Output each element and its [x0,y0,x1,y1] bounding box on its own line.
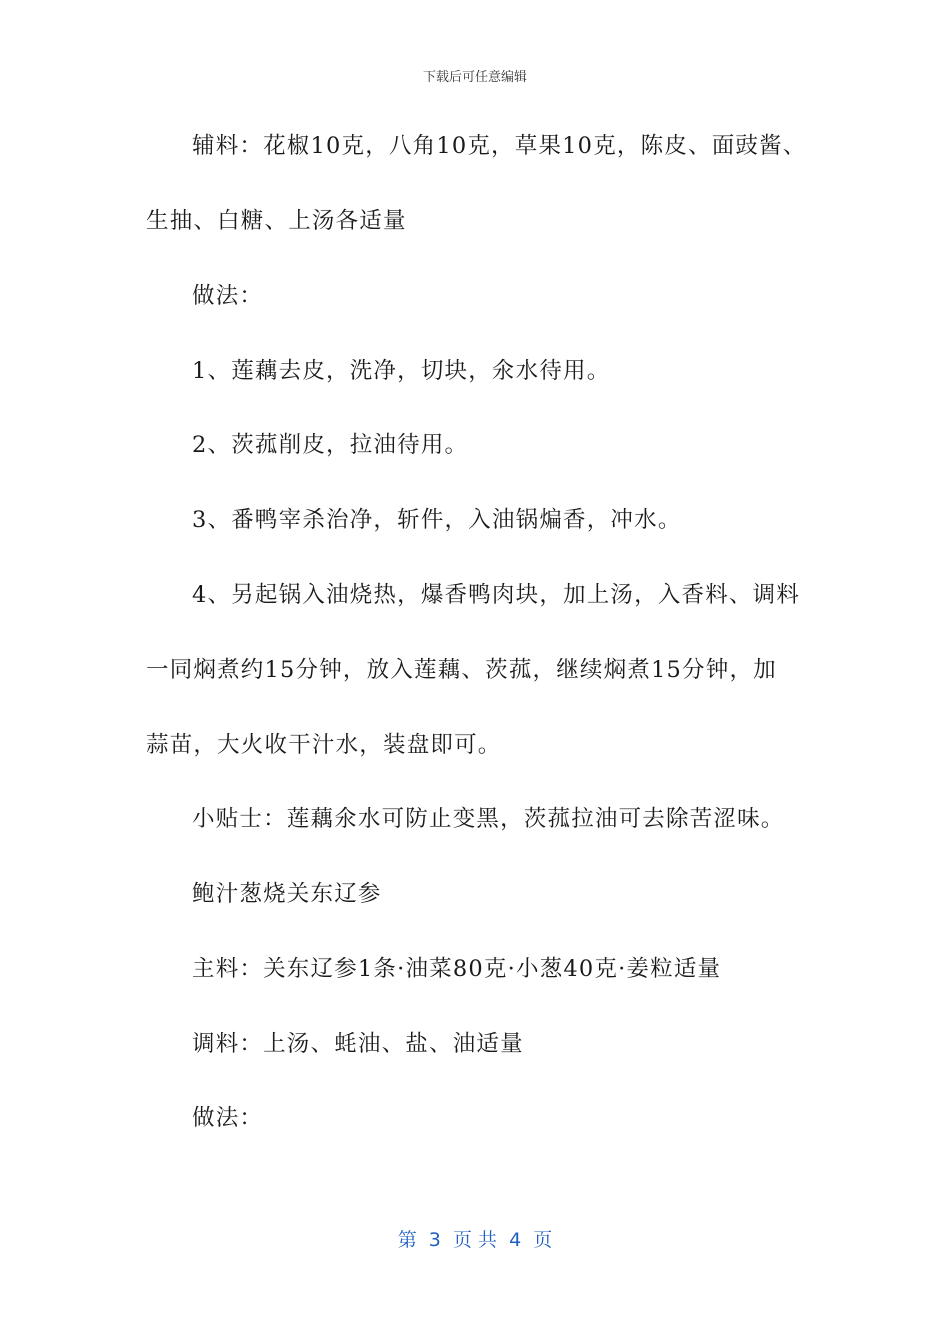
page-header: 下载后可任意编辑 [422,70,527,85]
text-line-method-heading-2: 做法： [192,1105,264,1131]
text-line-step-2: 2、茨菰削皮，拉油待用。 [192,432,469,458]
text-line-main-ingredients: 主料：关东辽参1条·油菜80克·小葱40克·姜粒适量 [192,956,722,982]
page-number-footer: 第 3 页 共 4 页 [397,1229,553,1251]
text-line-step-4: 4、另起锅入油烧热，爆香鸭肉块，加上汤，入香料、调料 [192,582,801,608]
text-line-tips: 小贴士：莲藕氽水可防止变黑，茨菰拉油可去除苦涩味。 [192,806,785,832]
text-line-seasonings: 调料：上汤、蚝油、盐、油适量 [192,1031,524,1057]
text-line-method-heading: 做法： [192,283,264,309]
text-line-step-3: 3、番鸭宰杀治净，斩件，入油锅煸香，冲水。 [192,507,682,533]
text-line-recipe-title: 鲍汁葱烧关东辽参 [192,881,382,907]
text-line-ingredients-aux-cont: 生抽、白糖、上汤各适量 [146,208,407,234]
text-line-step-1: 1、莲藕去皮，洗净，切块，氽水待用。 [192,358,611,384]
text-line-step-4-cont-1: 一同焖煮约15分钟，放入莲藕、茨菰，继续焖煮15分钟，加 [146,657,777,683]
text-line-step-4-cont-2: 蒜苗，大火收干汁水，装盘即可。 [146,732,502,758]
text-line-ingredients-aux: 辅料：花椒10克，八角10克，草果10克，陈皮、面豉酱、 [192,133,807,159]
